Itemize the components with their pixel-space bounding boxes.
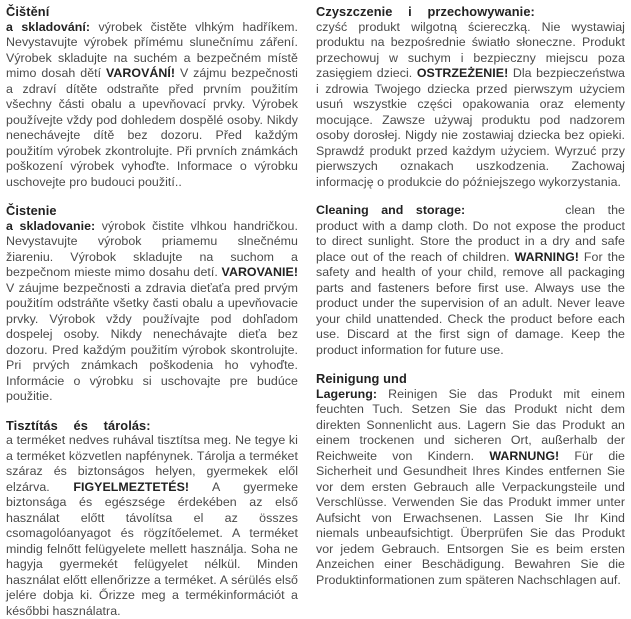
- text-run: V záujme bezpečnosti a zdravia dieťaťa pred prvým použitím odstráňte všetky časti obalu a upevňovacie prvky. Výrobok vždy používajte pod dohľadom dospelej osoby. Nikdy nenechávajte dieťa bez dozoru. Pred každým použitím výrobok skontrolujte. Pri prvých známkach poškodenia ho vyhoďte. Informácie o výrobku si uschovajte pre budúce použitie.: [6, 281, 298, 404]
- text-run: V zájmu bezpečnosti a zdraví dítěte odstraňte před prvním použitím všechny části obalu a upevňovací prvky. Výrobek používejte vždy pod dohledem dospělé osoby. Nikdy nenechávejte dítě bez dozoru. Před každým použitím výrobek zkontrolujte. Při prvních známkách poškození výrobek vyhoďte. Informace o výrobku uschovejte pro budouci použití..: [6, 66, 298, 189]
- text-run: a terméket nedves ruhával tisztítsa meg. Ne tegye ki a terméket közvetlen napfénynek. Tárolja a terméket száraz és biztonságos helyen, gyermekek elől elzárva.: [6, 433, 298, 494]
- text-run: clean the product with a damp cloth. Do not expose the product to direct sunlight. Store the product in a dry and safe place out of the reach of children.: [316, 203, 625, 264]
- slovak-heading: Čistenie: [6, 203, 298, 219]
- bold-run: Lagerung:: [316, 387, 377, 401]
- bold-run: Cleaning and storage:: [316, 203, 465, 217]
- bold-run: VAROVANIE!: [222, 265, 298, 279]
- german-heading: Reinigung und: [316, 371, 625, 387]
- english-paragraph: [316, 203, 625, 358]
- section-polish: [316, 4, 625, 190]
- hungarian-paragraph: [6, 433, 298, 619]
- left-column: [6, 4, 298, 576]
- heading-gap: [465, 213, 565, 214]
- text-run: Für die Sicherheit und Gesundheit Ihres Kindes entfernen Sie vor dem ersten Gebrauch alle Verpackungsteile und Verschlüsse. Verwenden Sie das Produkt immer unter Aufsicht von Erwachsenen. Lassen Sie Ihr Kind niemals unbeaufsichtigt. Überprüfen Sie das Produkt vor jedem Gebrauch. Entsorgen Sie es beim ersten Anzeichen einer Beschädigung. Bewahren Sie die Produktinformationen zum späteren Nachschlagen auf.: [316, 449, 625, 587]
- hungarian-heading: Tisztítás és tárolás:: [6, 418, 298, 434]
- text-run: czyść produkt wilgotną ściereczką. Nie wystawiaj produktu na bezpośrednie światło słoneczne. Produkt przechowuj w suchym i bezpieczny miejscu poza zasięgiem dzieci.: [316, 20, 625, 81]
- text-run: Reinigen Sie das Produkt mit einem feuchten Tuch. Setzen Sie das Produkt nicht dem direkten Sonnenlicht aus. Lagern Sie das Produkt an einem trockenen und sicheren Ort, außerhalb der Reichweite von Kindern.: [316, 387, 625, 463]
- bold-run: a skladovanie:: [6, 219, 95, 233]
- bold-run: a skladování:: [6, 20, 90, 34]
- section-english: [316, 203, 625, 358]
- section-german: [316, 371, 625, 588]
- text-run: Dla bezpieczeństwa i zdrowia Twojego dziecka przed pierwszym użyciem usuń wszystkie części opakowania oraz elementy mocujące. Zawsze używaj produktu pod nadzorem osoby dorosłej. Nigdy nie zostawiaj dziecka bez opieki. Sprawdź produkt przed każdym użyciem. Wyrzuć przy pierwszych oznakach uszkodzenia. Zachowaj informację o produkcie do późniejszego wykorzystania.: [316, 66, 625, 189]
- right-column: [316, 4, 625, 576]
- section-hungarian: [6, 418, 298, 619]
- text-run: výrobok čistite vlhkou handričkou. Nevystavujte výrobok priamemu slnečnému žiareniu. Výrobok skladujte na suchom a bezpečnom mieste mimo dosahu detí.: [6, 219, 298, 280]
- bold-run: VAROVÁNÍ!: [106, 66, 175, 80]
- text-run: výrobek čistěte vlhkým hadříkem. Nevystavujte výrobek přímému slunečnímu záření. Výrobek skladujte na suchém a bezpečném místě mimo dosah dětí: [6, 20, 298, 81]
- bold-run: OSTRZEŻENIE!: [417, 66, 508, 80]
- german-paragraph: [316, 387, 625, 589]
- bold-run: FIGYELMEZTETÉS!: [73, 480, 189, 494]
- bold-run: WARNING!: [515, 250, 579, 264]
- text-run: For the safety and health of your child, remove all packaging parts and fasteners before first use. Always use the product under the supervision of an adult. Never leave your child unattended. Check the product before each use. Discard at the first sign of damage. Keep the product information for future use.: [316, 250, 625, 357]
- section-slovak: [6, 203, 298, 405]
- polish-paragraph: [316, 20, 625, 191]
- czech-heading: Čištění: [6, 4, 298, 20]
- text-run: A gyermeke biztonsága és egészsége érdekében az első használat előtt távolítsa el az összes csomagolóanyagot és rögzítőelemet. A terméket mindig felnőtt felügyelete mellett használja. Soha ne hagyja gyermekét felügyelet nélkül. Minden használat előtt ellenőrizze a terméket. A sérülés első jelére dobja ki. Őrizze meg a termékinformációt a későbbi használatra.: [6, 480, 298, 618]
- polish-heading: Czyszczenie i przechowywanie:: [316, 4, 625, 20]
- section-czech: [6, 4, 298, 190]
- slovak-paragraph: [6, 219, 298, 405]
- bold-run: WARNUNG!: [489, 449, 559, 463]
- czech-paragraph: [6, 20, 298, 191]
